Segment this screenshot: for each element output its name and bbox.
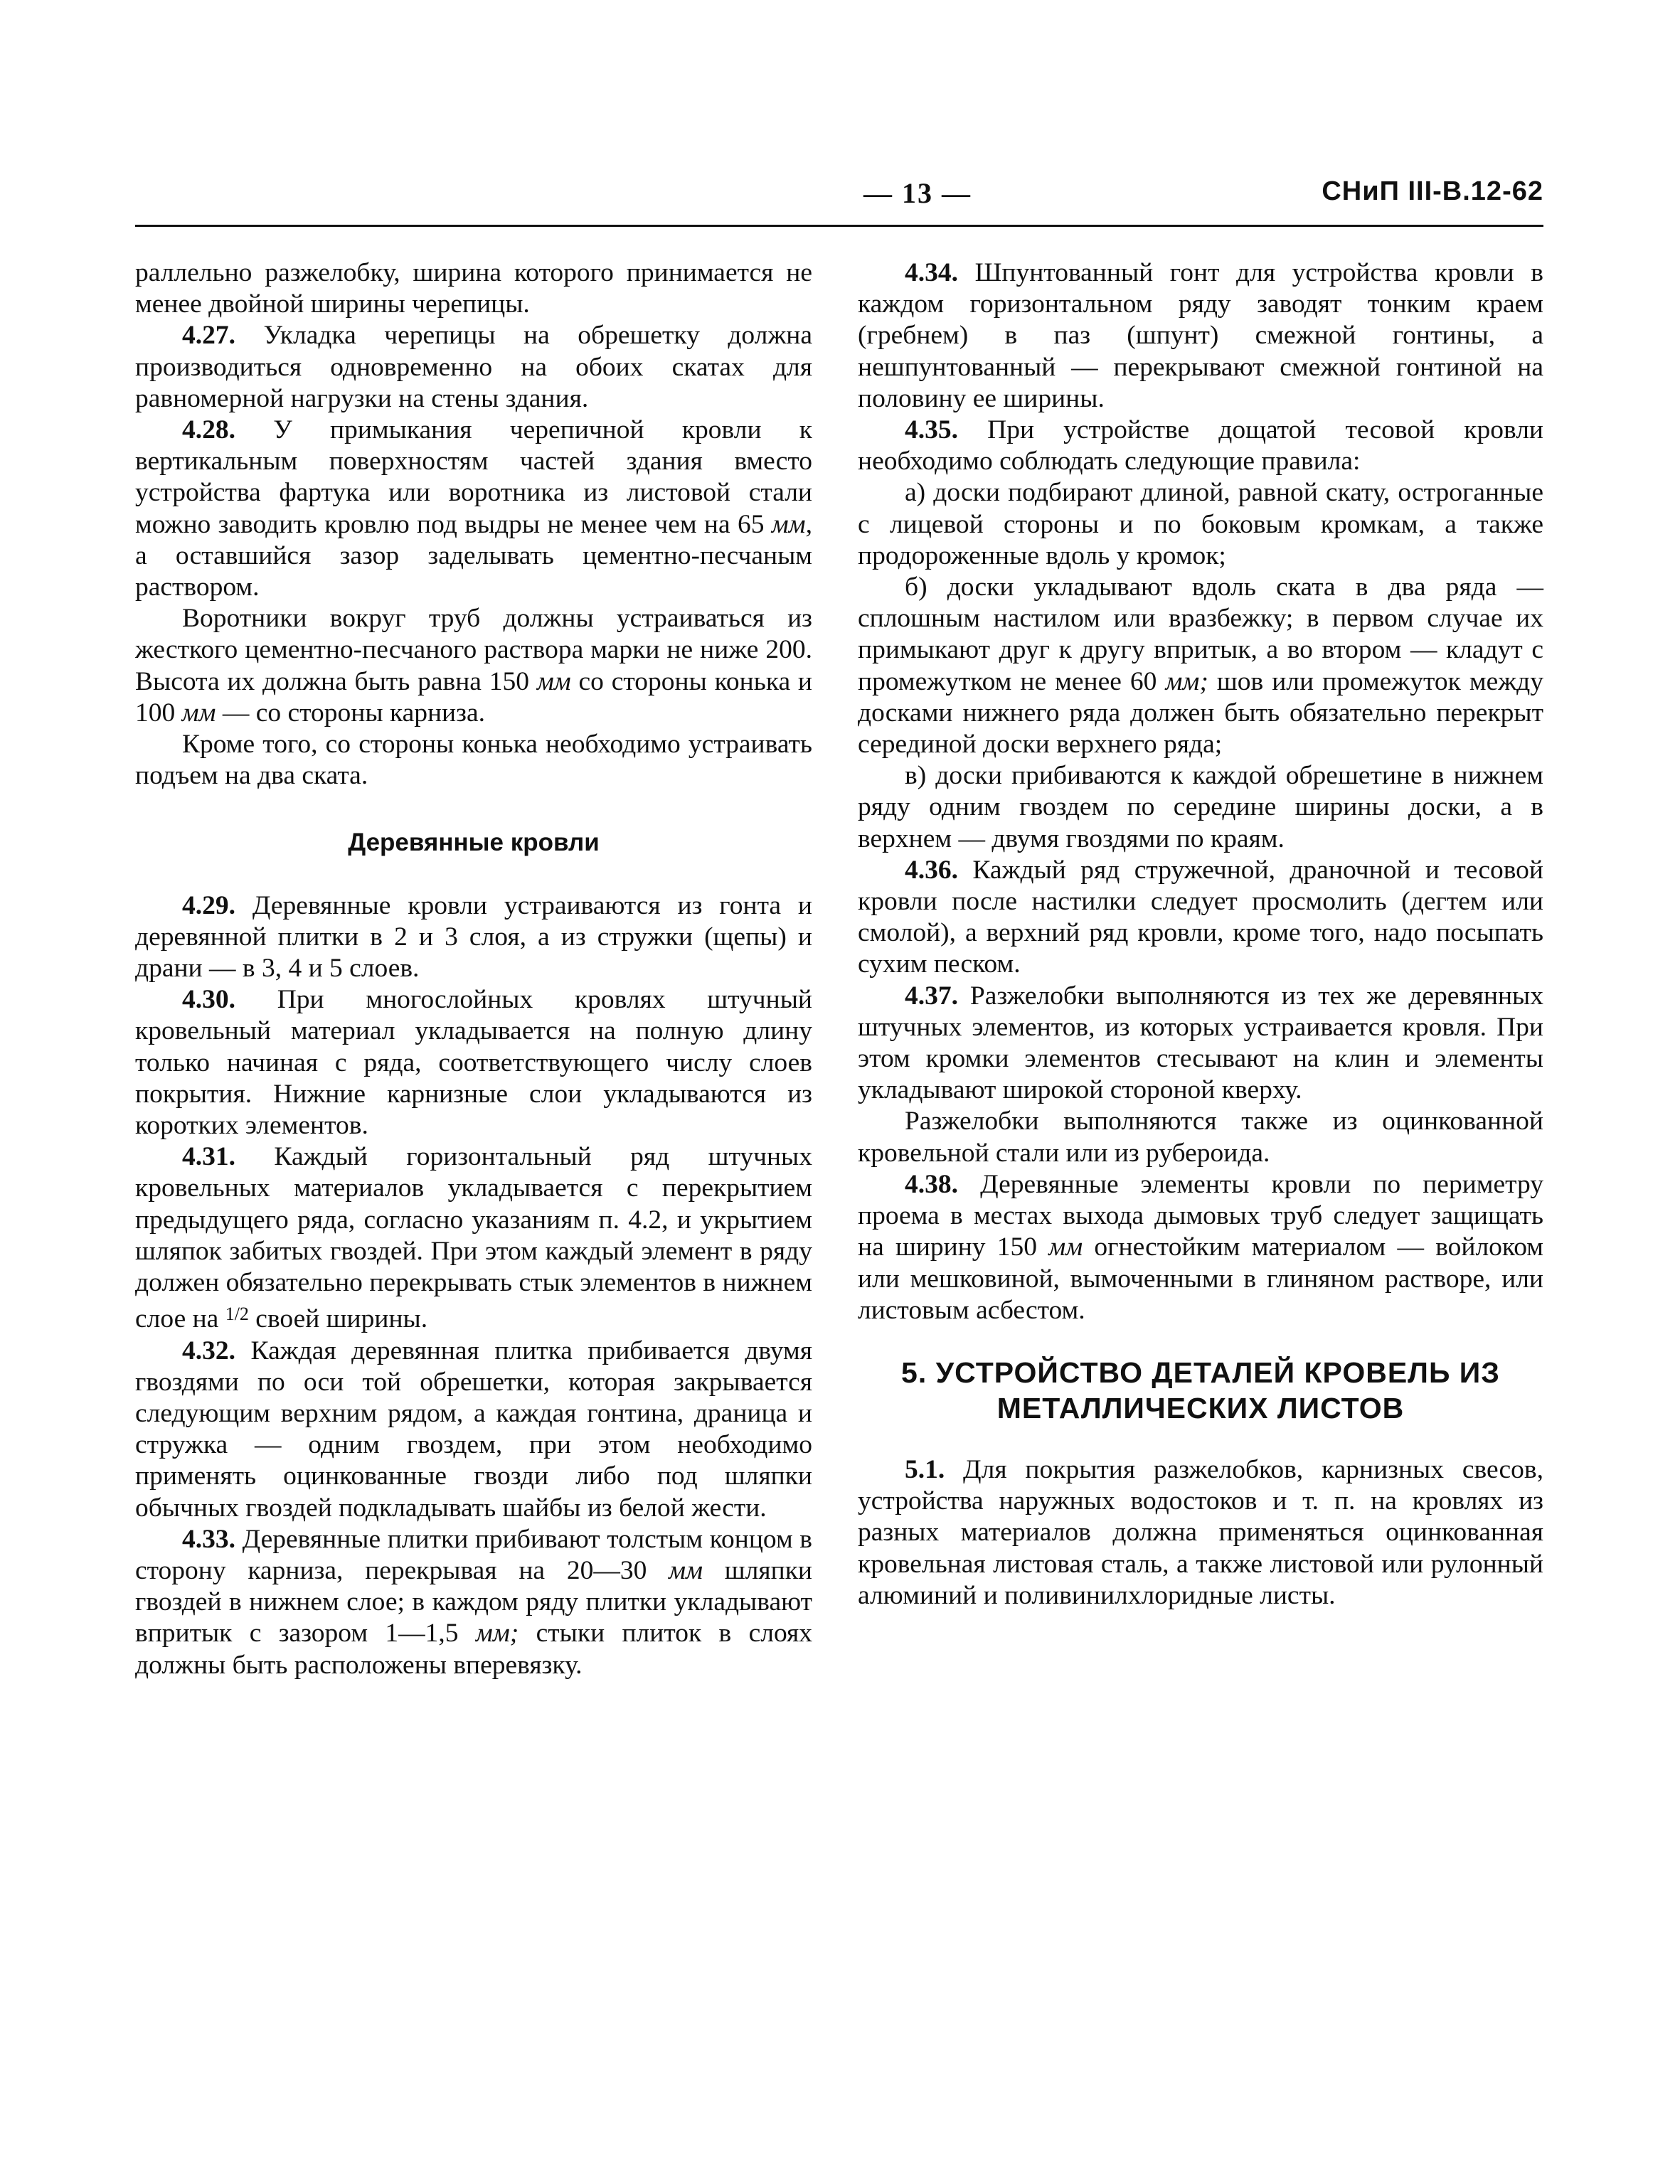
clause-4-35-c: в) доски прибиваются к каждой обрешетине в нижнем ряду одним гвоздем по середине ширины доски, а в верхнем — двумя гвоздями по краям. <box>858 761 1543 853</box>
clause-number: 4.30. <box>182 985 235 1015</box>
clause-4-35-a: а) доски подбирают длиной, равной скату, остроганные с лицевой стороны и по боковым кромкам, а также продороженные вдоль у кромок; <box>858 478 1543 570</box>
page-number: — 13 — <box>863 177 972 209</box>
clause-number: 4.32. <box>182 1336 235 1365</box>
clause-4-27: 4.27. Укладка черепицы на обрешетку должна производиться одновременно на обоих скатах для равномерной нагрузки на стены здания. <box>135 321 812 413</box>
header-rule <box>135 225 1543 227</box>
clause-4-38: 4.38. Деревянные элементы кровли по периметру проема в местах выхода дымовых труб следует защищать на ширину 150 мм огнестойким материалом — войлоком или мешковиной, вымоченными в глиняном растворе, или листовым асбестом. <box>858 1169 1544 1325</box>
clause-4-28-ridge: Кроме того, со стороны конька необходимо устраивать подъем на два ската. <box>135 730 812 791</box>
clause-number: 4.27. <box>182 321 235 351</box>
clause-number: 4.35. <box>905 415 958 445</box>
clause-number: 4.28. <box>182 415 235 445</box>
clause-4-28: 4.28. У примыкания черепичной кровли к вертикальным поверхностям частей здания вместо устройства фартука или воротника из листовой стали можно заводить кровлю под выдры не менее чем на 65 мм, а оставшийся зазор заделывать цементно-песчаным раствором. <box>135 415 812 602</box>
clause-number: 4.36. <box>905 855 958 885</box>
paragraph-continued: раллельно разжелобку, ширина которого принимается не менее двойной ширины черепицы. <box>135 258 812 319</box>
clause-4-33: 4.33. Деревянные плитки прибивают толстым концом в сторону карниза, перекрывая на 20—30 мм шляпки гвоздей в нижнем слое; в каждом ряду плитки укладывают впритык с зазором 1—1,5 мм; стыки плиток в слоях должны быть расположены вперевязку. <box>135 1524 813 1680</box>
section-heading: 5. УСТРОЙСТВО ДЕТАЛЕЙ КРОВЕЛЬ ИЗ МЕТАЛЛИЧЕСКИХ ЛИСТОВ <box>901 1355 1500 1424</box>
subsection-heading: Деревянные кровли <box>348 829 600 857</box>
clause-number: 4.38. <box>905 1169 958 1199</box>
clause-4-37-steel: Разжелобки выполняются также из оцинкованной кровельной стали или из рубероида. <box>858 1107 1543 1168</box>
clause-number: 4.29. <box>182 890 235 920</box>
clause-number: 4.37. <box>905 981 958 1011</box>
clause-number: 4.33. <box>182 1524 235 1554</box>
clause-number: 4.31. <box>182 1142 235 1172</box>
clause-5-1: 5.1. Для покрытия разжелобков, карнизных свесов, устройства наружных водостоков и т. п. на кровлях из разных материалов должна применяться оцинкованная кровельная листовая сталь, а также листовой или рулонный алюминий и поливинилхлоридные листы. <box>858 1454 1543 1610</box>
clause-4-36: 4.36. Каждый ряд стружечной, драночной и тесовой кровли после настилки следует просмолить (дегтем или смолой), а верхний ряд кровли, кроме того, надо посыпать сухим песком. <box>858 855 1543 979</box>
clause-4-31: 4.31. Каждый горизонтальный ряд штучных кровельных материалов укладывается с перекрытием предыдущего ряда, согласно указаниям п. 4.2, и укрытием шляпок забитых гвоздей. При этом каждый элемент в ряду должен обязательно перекрывать стык элементов в нижнем слое на $^{1/2}$ своей ширины. <box>135 1142 812 1334</box>
fraction-half: 1/2 <box>225 1304 249 1325</box>
document-code: СНиП III-В.12-62 <box>1322 176 1543 206</box>
clause-4-37: 4.37. Разжелобки выполняются из тех же деревянных штучных элементов, из которых устраивается кровля. При этом кромки элементов стесывают на клин и элементы укладывают широкой стороной кверху. <box>858 981 1543 1105</box>
clause-number: 5.1. <box>905 1454 945 1484</box>
clause-4-28-collars: Воротники вокруг труб должны устраиваться из жесткого цементно-песчаного раствора марки не ниже 200. Высота их должна быть равна 150 мм со стороны конька и 100 мм — со стороны карниза. <box>135 604 812 728</box>
left-column <box>135 257 812 1681</box>
clause-4-35: 4.35. При устройстве дощатой тесовой кровли необходимо соблюдать следующие правила: <box>858 415 1543 476</box>
page-header <box>135 176 1543 222</box>
right-column <box>858 257 1543 1612</box>
clause-4-35-b: б) доски укладывают вдоль ската в два ряда — сплошным настилом или вразбежку; в первом случае их примыкают друг к другу впритык, а во втором — кладут с промежутком не менее 60 мм; шов или промежуток между досками нижнего ряда должен быть обязательно перекрыт серединой доски верхнего ряда; <box>858 572 1543 760</box>
clause-4-32: 4.32. Каждая деревянная плитка прибивается двумя гвоздями по оси той обрешетки, которая закрывается следующим верхним рядом, а каждая гонтина, драница и стружка — одним гвоздем, при этом необходимо применять оцинкованные гвозди либо под шляпки обычных гвоздей подкладывать шайбы из белой жести. <box>135 1336 812 1523</box>
clause-4-29: 4.29. Деревянные кровли устраиваются из гонта и деревянной плитки в 2 и 3 слоя, а из стружки (щепы) и драни — в 3, 4 и 5 слоев. <box>135 890 812 984</box>
clause-number: 4.34. <box>905 258 958 287</box>
clause-4-34: 4.34. Шпунтованный гонт для устройства кровли в каждом горизонтальном ряду заводят тонким краем (гребнем) в паз (шпунт) смежной гонтины, а нешпунтованный — перекрывают смежной гонтиной на половину ее ширины. <box>858 258 1543 413</box>
clause-4-30: 4.30. При многослойных кровлях штучный кровельный материал укладывается на полную длину только начиная с ряда, соответствующего числу слоев покрытия. Нижние карнизные слои укладываются из коротких элементов. <box>135 985 812 1141</box>
